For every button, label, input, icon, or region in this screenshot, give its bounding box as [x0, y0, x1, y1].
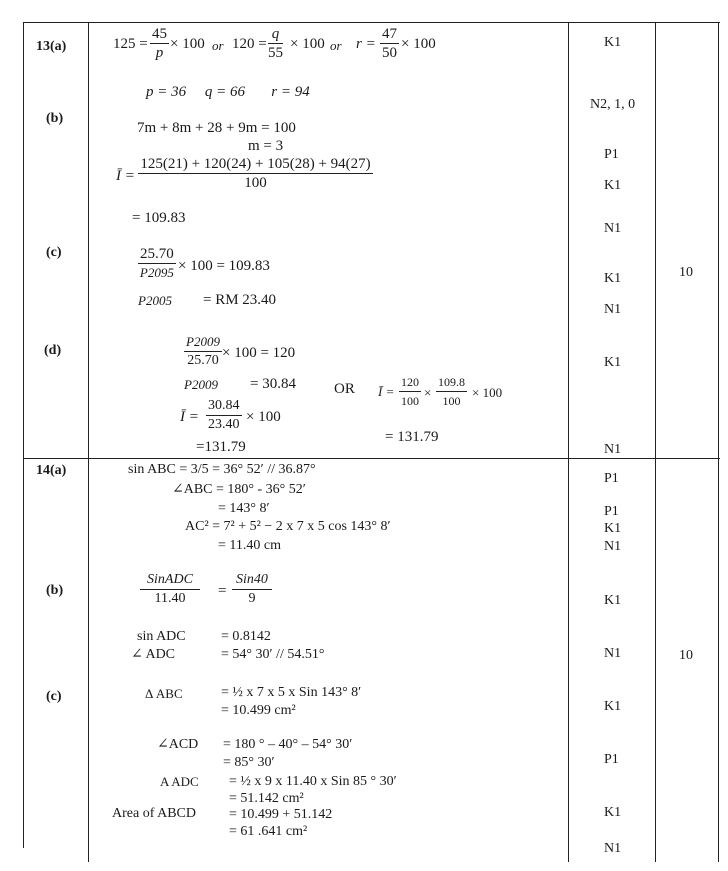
- fraction-denominator: 23.40: [208, 417, 240, 432]
- q13b-ibar: Ī =: [116, 168, 135, 184]
- fraction-numerator: q: [268, 26, 283, 44]
- fraction-numerator: SinADC: [140, 572, 200, 590]
- q13-part-a-label: 13(a): [36, 39, 67, 54]
- q13d-ibar: Ī =: [180, 409, 199, 425]
- q14b-fraction-2: [232, 572, 272, 607]
- q13d-result: =131.79: [196, 439, 246, 455]
- q13d-fraction-1: [184, 334, 222, 369]
- q13d-alt-result: = 131.79: [385, 429, 439, 445]
- q13a-eq1-tail: × 100: [170, 36, 205, 52]
- fraction-denominator: 100: [244, 175, 267, 191]
- q13a-or-2: or: [330, 38, 342, 53]
- q13d-alt-tail: × 100: [472, 385, 503, 400]
- q13d-fraction-2: [206, 398, 242, 433]
- q13a-eq3-fraction: [380, 26, 399, 61]
- q14-mark-1: P1: [604, 471, 619, 486]
- q13a-eq3-left: r =: [356, 36, 376, 52]
- q14-mark-9: K1: [604, 805, 622, 820]
- table-top-border: [23, 22, 720, 23]
- q13d-p2009-value: = 30.84: [250, 376, 296, 392]
- fraction-numerator: 45: [152, 26, 167, 42]
- q14-mark-7: K1: [604, 699, 622, 714]
- q14b-sin-value: = 0.8142: [221, 629, 271, 644]
- q13c-p2005-label: P2005: [138, 293, 172, 308]
- fraction-denominator: 9: [248, 591, 256, 606]
- q14c-area-label: Area of ABCD: [112, 806, 196, 821]
- q13b-fraction: [138, 156, 373, 191]
- q14c-area-value-2: = 61 .641 cm²: [229, 824, 308, 839]
- q13d-alt-fraction-1: [399, 374, 421, 409]
- q13-mark-4: K1: [604, 178, 622, 193]
- q13a-eq2-fraction: [268, 26, 283, 61]
- table-right-border: [718, 22, 719, 862]
- q13d-tail-2: × 100: [246, 409, 281, 425]
- q14a-line-3: = 143° 8′: [218, 501, 270, 516]
- q13-mark-1: K1: [604, 35, 622, 50]
- fraction-denominator: 100: [401, 394, 419, 408]
- q13a-answers: p = 36 q = 66 r = 94: [146, 84, 310, 100]
- q13d-tail-1: × 100 = 120: [222, 345, 296, 361]
- q14c-acd-value-2: = 85° 30′: [223, 755, 275, 770]
- fraction-denominator: p: [155, 45, 164, 61]
- q13d-alt-fraction-2: [436, 374, 467, 409]
- q13-mark-5: N1: [604, 221, 622, 236]
- fraction-denominator: P2095: [139, 265, 174, 280]
- fraction-denominator: 25.70: [187, 353, 219, 368]
- q14c-acd-label: ∠ACD: [157, 737, 199, 752]
- table-col-divider-1: [88, 22, 89, 862]
- q14c-adc-value-1: = ½ x 9 x 11.40 x Sin 85 ° 30′: [229, 774, 397, 789]
- table-row-divider: [23, 458, 720, 459]
- q14c-adc-value-2: = 51.142 cm²: [229, 791, 304, 806]
- fraction-numerator: 109.8: [436, 374, 467, 392]
- q13-mark-7: N1: [604, 302, 622, 317]
- table-left-border: [23, 22, 24, 848]
- q14a-line-1: sin ABC = 3/5 = 36° 52′ // 36.87°: [128, 462, 316, 477]
- q14-mark-2: P1: [604, 504, 619, 519]
- q14b-angle-value: = 54° 30′ // 54.51°: [221, 647, 325, 662]
- q13-total-marks: 10: [679, 265, 693, 280]
- q14a-line-2: ∠ABC = 180° - 36° 52′: [172, 482, 306, 497]
- q14c-adc-label: A ADC: [160, 774, 199, 789]
- q14-mark-3: K1: [604, 521, 622, 536]
- fraction-denominator: 100: [442, 394, 461, 408]
- q13d-alt-ibar: Ī =: [378, 384, 395, 399]
- q13-mark-3: P1: [604, 147, 619, 162]
- q14-mark-6: N1: [604, 646, 622, 661]
- q14-mark-10: N1: [604, 841, 622, 856]
- q14-part-c-label: (c): [46, 689, 62, 704]
- q13d-alt-times: ×: [424, 385, 432, 400]
- q13-mark-2: N2, 1, 0: [590, 97, 636, 112]
- fraction-numerator: 47: [382, 26, 397, 42]
- q13c-p2005-value: = RM 23.40: [203, 292, 277, 308]
- q13c-tail: × 100 = 109.83: [178, 258, 270, 274]
- q14b-angle-label: ∠ ADC: [131, 647, 176, 662]
- fraction-numerator: P2009: [184, 334, 222, 352]
- q13d-or: OR: [334, 381, 355, 397]
- table-col-divider-2: [568, 22, 569, 862]
- q13a-eq1-fraction: [150, 26, 169, 61]
- q13a-eq3-tail: × 100: [401, 36, 436, 52]
- q13b-line-1: 7m + 8m + 28 + 9m = 100: [137, 120, 296, 136]
- fraction-numerator: Sin40: [232, 572, 272, 590]
- fraction-numerator: 25.70: [140, 246, 174, 262]
- fraction-numerator: 30.84: [206, 398, 242, 416]
- q14-mark-8: P1: [604, 752, 619, 767]
- q13-part-c-label: (c): [46, 245, 62, 260]
- q14c-triangle-label: Δ ABC: [145, 686, 183, 701]
- q13d-p2009-label: P2009: [184, 377, 218, 392]
- fraction-denominator: 55: [268, 45, 283, 61]
- q13-mark-6: K1: [604, 271, 622, 286]
- q13-mark-8: K1: [604, 355, 622, 370]
- q13a-eq1-left: 125 =: [113, 36, 148, 52]
- q14b-equals: =: [218, 583, 227, 599]
- q13c-fraction: [138, 246, 176, 281]
- q14a-line-5: = 11.40 cm: [218, 538, 281, 553]
- q13b-result: = 109.83: [132, 210, 186, 226]
- q14c-triangle-value-1: = ½ x 7 x 5 x Sin 143° 8′: [221, 685, 362, 700]
- q14-part-b-label: (b): [46, 583, 64, 598]
- q13b-line-2: m = 3: [248, 138, 284, 154]
- q14b-sin-label: sin ADC: [137, 629, 186, 644]
- q13-mark-9: N1: [604, 442, 622, 457]
- q14c-triangle-value-2: = 10.499 cm²: [221, 703, 296, 718]
- q14a-line-4: AC² = 7² + 5² − 2 x 7 x 5 cos 143° 8′: [185, 519, 391, 534]
- q13a-or-1: or: [212, 38, 224, 53]
- q14b-fraction-1: [140, 572, 200, 607]
- q13a-eq2-left: 120 =: [232, 36, 267, 52]
- q14-mark-5: K1: [604, 593, 622, 608]
- fraction-numerator: 120: [399, 374, 421, 392]
- q14-mark-4: N1: [604, 539, 622, 554]
- q14c-area-value-1: = 10.499 + 51.142: [229, 807, 333, 822]
- fraction-denominator: 50: [382, 45, 397, 61]
- table-col-divider-3: [655, 22, 656, 862]
- q14-part-a-label: 14(a): [36, 463, 67, 478]
- q13-part-d-label: (d): [44, 343, 62, 358]
- q14c-acd-value-1: = 180 ° – 40° – 54° 30′: [223, 737, 353, 752]
- q13a-eq2-tail: × 100: [290, 36, 325, 52]
- fraction-denominator: 11.40: [154, 591, 186, 606]
- fraction-numerator: 125(21) + 120(24) + 105(28) + 94(27): [138, 156, 373, 174]
- q13-part-b-label: (b): [46, 111, 64, 126]
- q14-total-marks: 10: [679, 648, 693, 663]
